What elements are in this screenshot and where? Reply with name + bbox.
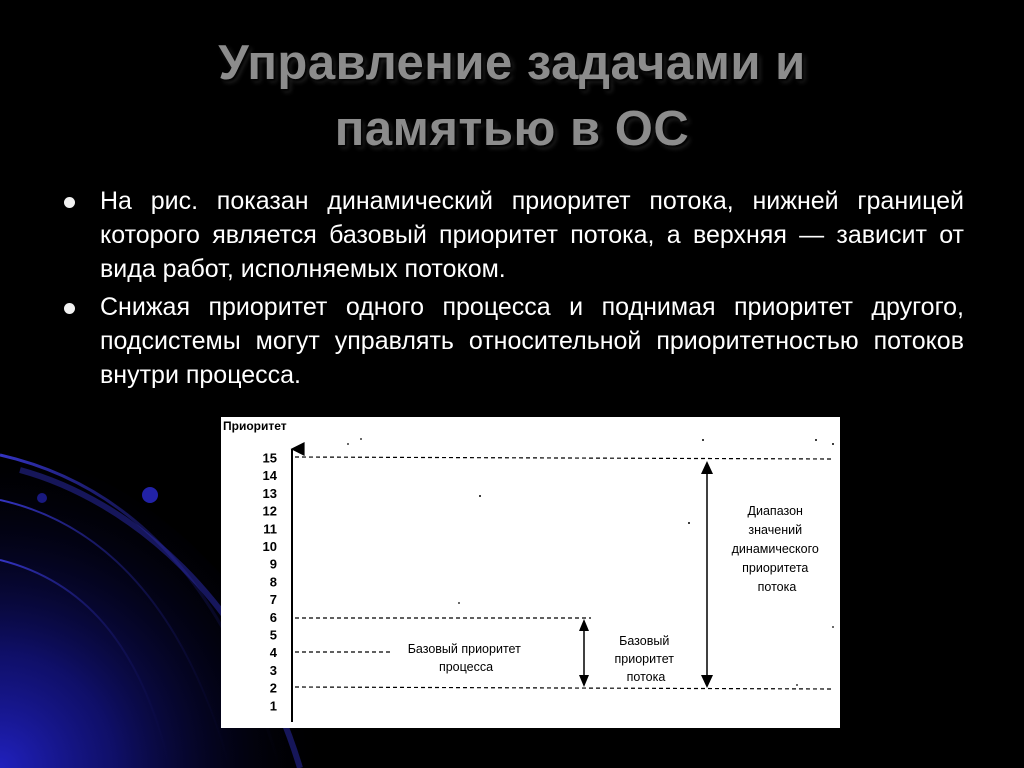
base-thread-label-line: Базовый xyxy=(619,634,670,648)
base-thread-label-line: потока xyxy=(626,670,666,684)
priority-tick-label: 9 xyxy=(269,556,277,572)
priority-diagram-svg xyxy=(221,417,840,728)
priority-tick-label: 7 xyxy=(269,592,277,608)
priority-tick-label: 5 xyxy=(269,627,277,643)
base-process-label-line: Базовый приоритет xyxy=(407,642,521,656)
priority-tick-label: 2 xyxy=(269,680,277,696)
priority-tick-label: 3 xyxy=(269,662,277,678)
priority-tick-label: 12 xyxy=(262,503,277,519)
dynamic-range-label-line: значений xyxy=(748,523,803,537)
tick-labels xyxy=(263,451,278,714)
base-process-label-line: процесса xyxy=(438,660,494,674)
priority-diagram xyxy=(221,417,840,728)
bullet-dot-icon xyxy=(64,197,75,208)
base-thread-label xyxy=(615,634,678,684)
bullet-text: На рис. показан динамический приоритет потока, нижней границей которого является базовый приоритет потока, а верхняя — зависит от вида работ, исполняемых потоком. xyxy=(100,187,964,283)
priority-tick-label: 11 xyxy=(263,521,277,537)
dynamic-range-label-line: Диапазон xyxy=(747,504,803,518)
dynamic-range-label xyxy=(732,504,823,594)
bullet-item xyxy=(62,290,964,392)
title-line-2: памятью в ОС xyxy=(334,102,690,156)
priority-tick-label: 1 xyxy=(269,698,277,714)
bullet-item xyxy=(62,184,964,286)
axis-label: Приоритет xyxy=(223,419,287,433)
base-process-label xyxy=(408,642,525,674)
dynamic-range-label-line: потока xyxy=(757,580,797,594)
dynamic-range-label-line: приоритета xyxy=(742,561,809,575)
base-thread-label-line: приоритет xyxy=(614,652,674,666)
priority-tick-label: 6 xyxy=(269,609,277,625)
bullet-list xyxy=(62,184,964,396)
dynamic-range-label-line: динамического xyxy=(731,542,819,556)
priority-tick-label: 15 xyxy=(262,450,277,466)
priority-tick-label: 13 xyxy=(262,485,277,501)
priority-tick-label: 14 xyxy=(262,468,277,484)
priority-tick-label: 8 xyxy=(269,574,277,590)
bullet-text: Снижая приоритет одного процесса и поднимая приоритет другого, подсистемы могут управлять относительной приоритетностью потоков внутри процесса. xyxy=(100,293,964,389)
priority-tick-label: 4 xyxy=(269,645,277,661)
slide-title xyxy=(60,30,964,162)
base-thread-line xyxy=(295,687,833,689)
bullet-dot-icon xyxy=(64,303,75,314)
priority-tick-label: 10 xyxy=(262,539,277,554)
dynamic-max-line xyxy=(295,457,833,459)
title-line-1: Управление задачами и xyxy=(218,36,806,90)
